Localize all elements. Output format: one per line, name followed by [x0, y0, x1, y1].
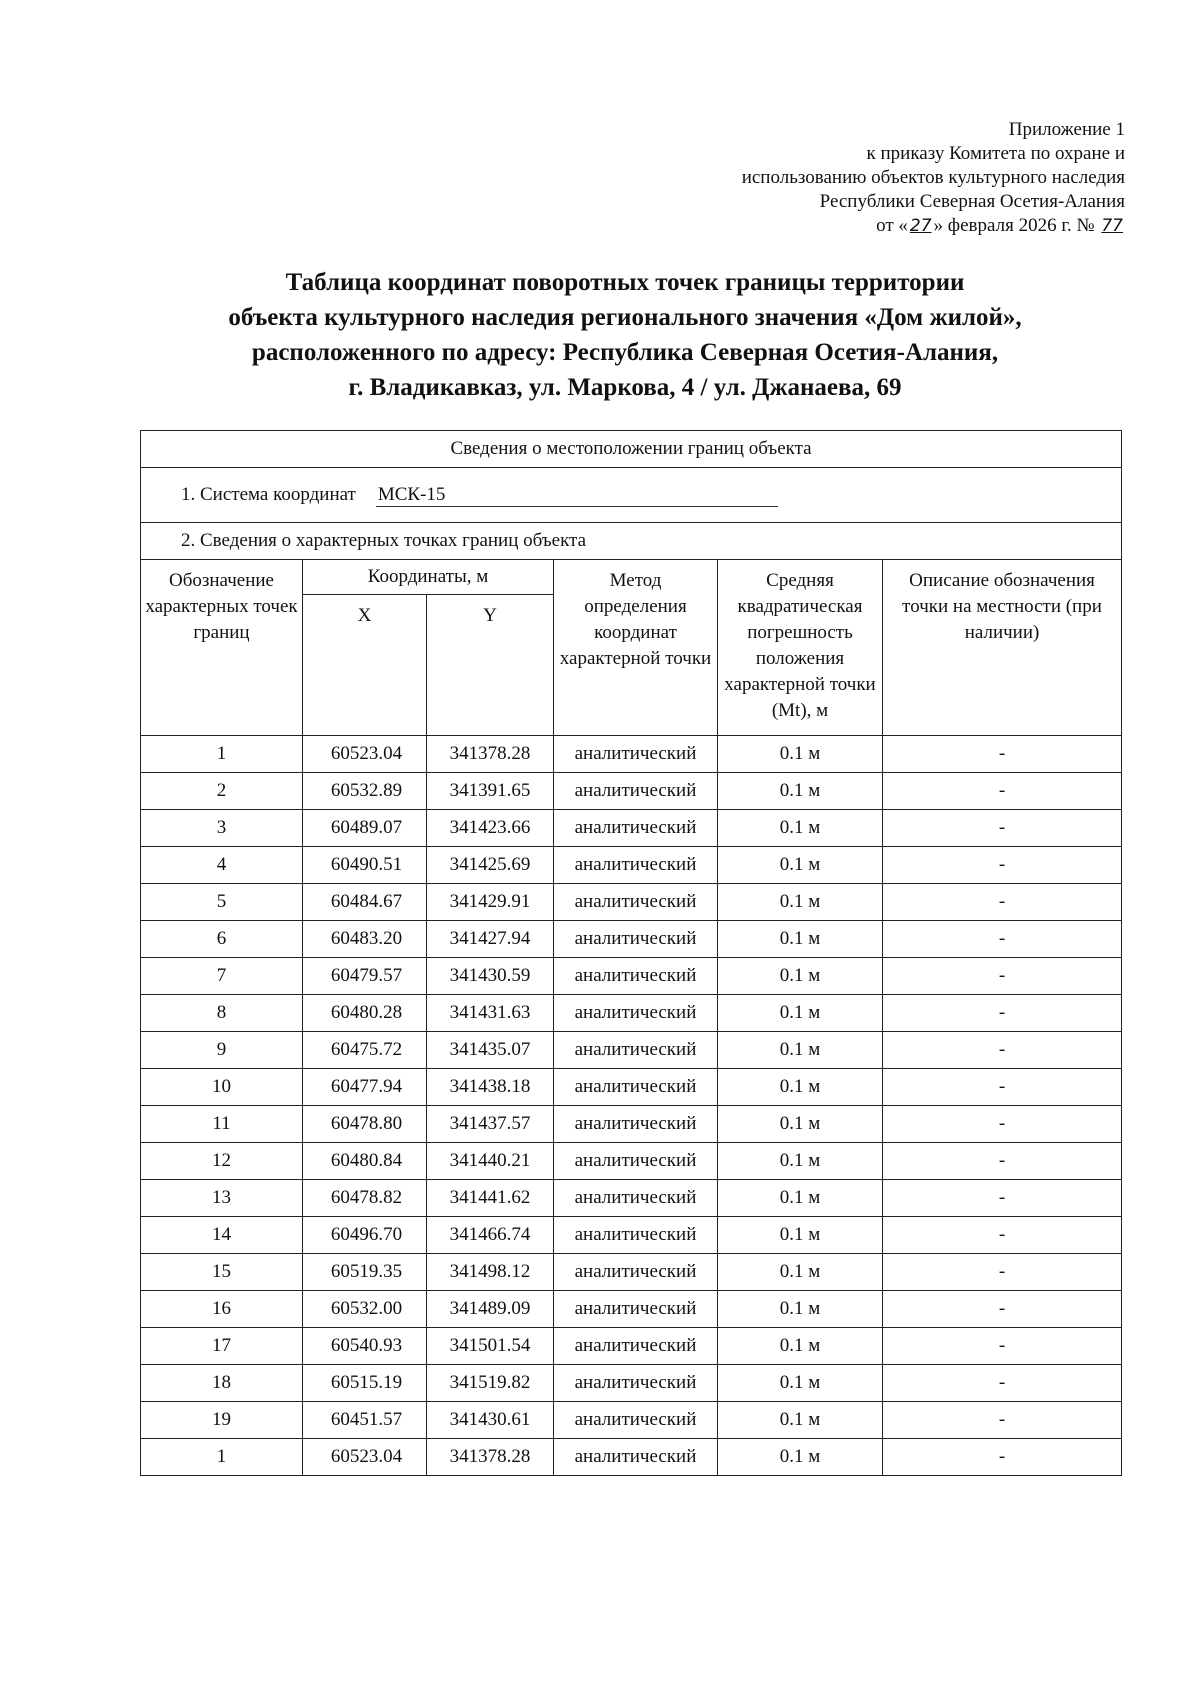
mean-error: 0.1 м	[718, 736, 883, 773]
table-row	[141, 1032, 1122, 1069]
point-number: 2	[141, 773, 303, 810]
coordinates-table	[140, 430, 1122, 1476]
coord-x: 60475.72	[303, 1032, 427, 1069]
title-line-2: объекта культурного наследия регионального значения «Дом жилой»,	[228, 304, 1022, 331]
coord-x: 60478.80	[303, 1106, 427, 1143]
mean-error: 0.1 м	[718, 1254, 883, 1291]
method: аналитический	[554, 1365, 718, 1402]
mean-error: 0.1 м	[718, 1291, 883, 1328]
coord-y: 341378.28	[427, 736, 554, 773]
date-middle: » февраля 2026 г. №	[933, 215, 1095, 236]
mean-error: 0.1 м	[718, 1402, 883, 1439]
table-row	[141, 884, 1122, 921]
coord-x: 60532.89	[303, 773, 427, 810]
point-description: -	[883, 736, 1122, 773]
point-description: -	[883, 1143, 1122, 1180]
coord-y: 341519.82	[427, 1365, 554, 1402]
mean-error: 0.1 м	[718, 1365, 883, 1402]
header-x: X	[303, 595, 427, 736]
header-y: Y	[427, 595, 554, 736]
coord-x: 60480.28	[303, 995, 427, 1032]
table-row	[141, 847, 1122, 884]
point-number: 14	[141, 1217, 303, 1254]
method: аналитический	[554, 1180, 718, 1217]
point-number: 4	[141, 847, 303, 884]
table-row	[141, 1439, 1122, 1476]
method: аналитический	[554, 773, 718, 810]
point-number: 18	[141, 1365, 303, 1402]
coord-x: 60479.57	[303, 958, 427, 995]
table-row	[141, 1069, 1122, 1106]
coord-y: 341430.59	[427, 958, 554, 995]
appendix-date-line	[742, 214, 1125, 238]
header-method: Метод определения координат характерной точки	[554, 560, 718, 736]
point-number: 6	[141, 921, 303, 958]
point-number: 16	[141, 1291, 303, 1328]
point-description: -	[883, 1365, 1122, 1402]
handwritten-number: 77	[1101, 216, 1123, 236]
coord-x: 60540.93	[303, 1328, 427, 1365]
method: аналитический	[554, 1069, 718, 1106]
method: аналитический	[554, 1032, 718, 1069]
coord-x: 60515.19	[303, 1365, 427, 1402]
coord-x: 60483.20	[303, 921, 427, 958]
method: аналитический	[554, 1291, 718, 1328]
point-description: -	[883, 1032, 1122, 1069]
coord-x: 60477.94	[303, 1069, 427, 1106]
coord-y: 341431.63	[427, 995, 554, 1032]
table-row	[141, 1402, 1122, 1439]
point-number: 3	[141, 810, 303, 847]
mean-error: 0.1 м	[718, 958, 883, 995]
point-description: -	[883, 1106, 1122, 1143]
title-line-4: г. Владикавказ, ул. Маркова, 4 / ул. Джанаева, 69	[348, 374, 902, 401]
point-number: 9	[141, 1032, 303, 1069]
mean-error: 0.1 м	[718, 1328, 883, 1365]
point-description: -	[883, 1254, 1122, 1291]
point-number: 13	[141, 1180, 303, 1217]
table-row	[141, 1254, 1122, 1291]
appendix-line-2: к приказу Комитета по охране и	[866, 143, 1125, 164]
coord-x: 60523.04	[303, 1439, 427, 1476]
table-row	[141, 958, 1122, 995]
coord-x: 60523.04	[303, 736, 427, 773]
appendix-line-4: Республики Северная Осетия-Алания	[819, 191, 1125, 212]
point-number: 17	[141, 1328, 303, 1365]
appendix-line-3: использованию объектов культурного наследия	[741, 167, 1125, 188]
coord-y: 341501.54	[427, 1328, 554, 1365]
coord-x: 60478.82	[303, 1180, 427, 1217]
coord-y: 341466.74	[427, 1217, 554, 1254]
coord-x: 60496.70	[303, 1217, 427, 1254]
method: аналитический	[554, 1328, 718, 1365]
coord-y: 341498.12	[427, 1254, 554, 1291]
mean-error: 0.1 м	[718, 884, 883, 921]
point-description: -	[883, 1069, 1122, 1106]
coord-x: 60484.67	[303, 884, 427, 921]
header-description: Описание обозначения точки на местности (при наличии)	[883, 560, 1122, 736]
coord-x: 60490.51	[303, 847, 427, 884]
point-number: 15	[141, 1254, 303, 1291]
mean-error: 0.1 м	[718, 995, 883, 1032]
coord-y: 341440.21	[427, 1143, 554, 1180]
method: аналитический	[554, 1143, 718, 1180]
coord-y: 341423.66	[427, 810, 554, 847]
table-row	[141, 921, 1122, 958]
coord-system-label: 1. Система координат	[181, 483, 356, 505]
coord-y: 341441.62	[427, 1180, 554, 1217]
method: аналитический	[554, 1254, 718, 1291]
point-number: 1	[141, 1439, 303, 1476]
point-description: -	[883, 810, 1122, 847]
method: аналитический	[554, 1106, 718, 1143]
appendix-line-1: Приложение 1	[1008, 119, 1125, 140]
mean-error: 0.1 м	[718, 1032, 883, 1069]
point-description: -	[883, 1439, 1122, 1476]
table-row	[141, 1291, 1122, 1328]
point-number: 1	[141, 736, 303, 773]
point-description: -	[883, 773, 1122, 810]
method: аналитический	[554, 847, 718, 884]
coord-x: 60519.35	[303, 1254, 427, 1291]
point-description: -	[883, 1328, 1122, 1365]
point-description: -	[883, 958, 1122, 995]
mean-error: 0.1 м	[718, 1439, 883, 1476]
point-number: 8	[141, 995, 303, 1032]
method: аналитический	[554, 810, 718, 847]
coord-x: 60489.07	[303, 810, 427, 847]
method: аналитический	[554, 1217, 718, 1254]
coord-y: 341425.69	[427, 847, 554, 884]
point-description: -	[883, 1217, 1122, 1254]
coord-x: 60532.00	[303, 1291, 427, 1328]
point-number: 10	[141, 1069, 303, 1106]
mean-error: 0.1 м	[718, 810, 883, 847]
handwritten-day: 27	[909, 216, 932, 236]
coord-y: 341430.61	[427, 1402, 554, 1439]
section-title: Сведения о местоположении границ объекта	[141, 431, 1122, 468]
date-prefix: от «	[876, 215, 908, 236]
mean-error: 0.1 м	[718, 773, 883, 810]
coord-y: 341435.07	[427, 1032, 554, 1069]
point-number: 5	[141, 884, 303, 921]
table-row	[141, 1143, 1122, 1180]
point-number: 12	[141, 1143, 303, 1180]
point-description: -	[883, 1180, 1122, 1217]
title-line-3: расположенного по адресу: Республика Северная Осетия-Алания,	[251, 339, 999, 366]
coord-y: 341437.57	[427, 1106, 554, 1143]
point-description: -	[883, 995, 1122, 1032]
table-row	[141, 1217, 1122, 1254]
title-line-1: Таблица координат поворотных точек границы территории	[285, 269, 965, 296]
method: аналитический	[554, 995, 718, 1032]
coord-y: 341427.94	[427, 921, 554, 958]
point-number: 11	[141, 1106, 303, 1143]
point-number: 7	[141, 958, 303, 995]
header-error: Средняя квадратическая погрешность положения характерной точки (Mt), м	[718, 560, 883, 736]
mean-error: 0.1 м	[718, 1143, 883, 1180]
document-title	[130, 265, 1120, 405]
method: аналитический	[554, 1439, 718, 1476]
table-row	[141, 736, 1122, 773]
method: аналитический	[554, 736, 718, 773]
mean-error: 0.1 м	[718, 847, 883, 884]
table-row	[141, 995, 1122, 1032]
table-row	[141, 1180, 1122, 1217]
method: аналитический	[554, 884, 718, 921]
table-row	[141, 810, 1122, 847]
coord-system-row	[141, 468, 1122, 523]
coord-y: 341438.18	[427, 1069, 554, 1106]
point-description: -	[883, 1402, 1122, 1439]
mean-error: 0.1 м	[718, 1180, 883, 1217]
header-coordinates: Координаты, м	[303, 560, 554, 595]
point-description: -	[883, 847, 1122, 884]
coord-y: 341489.09	[427, 1291, 554, 1328]
coord-y: 341378.28	[427, 1439, 554, 1476]
table-row	[141, 773, 1122, 810]
mean-error: 0.1 м	[718, 1069, 883, 1106]
coord-x: 60480.84	[303, 1143, 427, 1180]
appendix-header	[742, 118, 1125, 238]
coord-x: 60451.57	[303, 1402, 427, 1439]
coord-y: 341391.65	[427, 773, 554, 810]
method: аналитический	[554, 921, 718, 958]
coord-y: 341429.91	[427, 884, 554, 921]
method: аналитический	[554, 1402, 718, 1439]
mean-error: 0.1 м	[718, 921, 883, 958]
table-row	[141, 1365, 1122, 1402]
coord-system-value: МСК-15	[376, 484, 778, 507]
table-row	[141, 1106, 1122, 1143]
point-number: 19	[141, 1402, 303, 1439]
header-designation: Обозначение характерных точек границ	[141, 560, 303, 736]
method: аналитический	[554, 958, 718, 995]
point-description: -	[883, 1291, 1122, 1328]
mean-error: 0.1 м	[718, 1106, 883, 1143]
table-row	[141, 1328, 1122, 1365]
point-description: -	[883, 884, 1122, 921]
points-section-label: 2. Сведения о характерных точках границ объекта	[141, 523, 1122, 560]
point-description: -	[883, 921, 1122, 958]
mean-error: 0.1 м	[718, 1217, 883, 1254]
